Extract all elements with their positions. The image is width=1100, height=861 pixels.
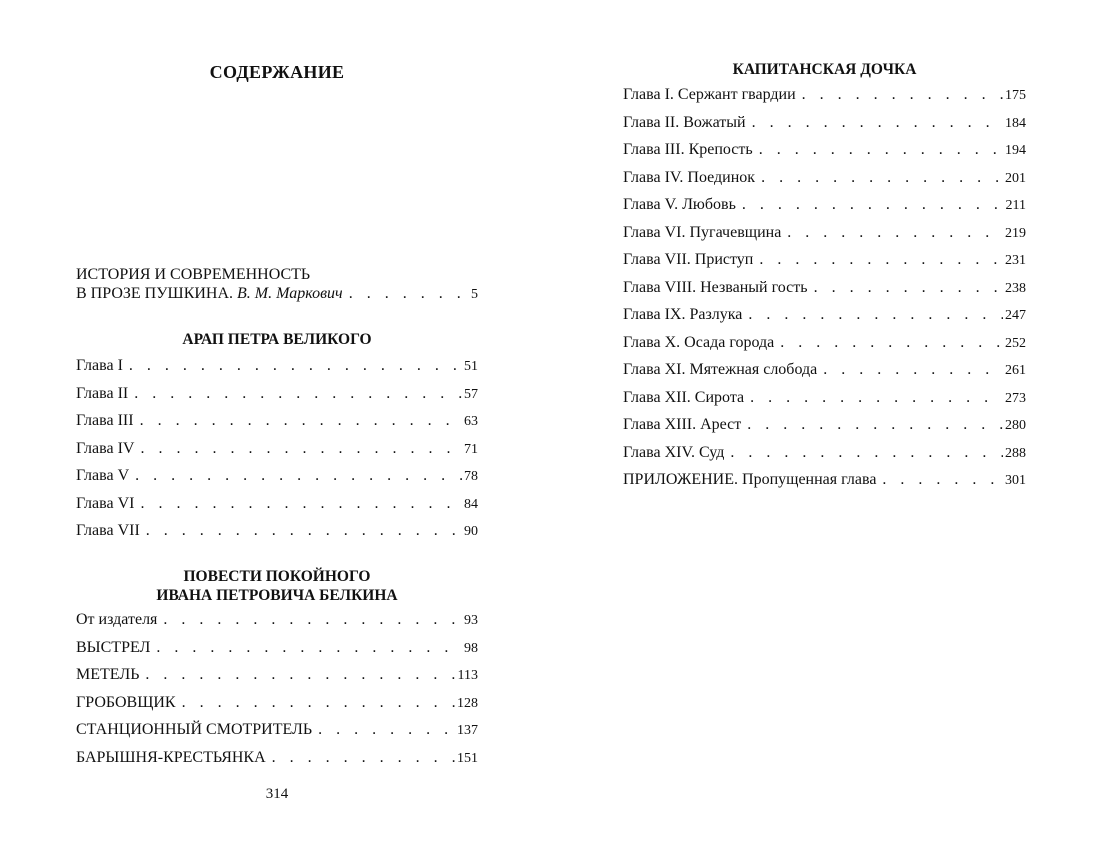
leader-dots bbox=[182, 689, 455, 717]
leader-dots bbox=[272, 744, 455, 772]
page-ref: 184 bbox=[1005, 115, 1026, 131]
toc-entry bbox=[76, 689, 478, 717]
page-ref: 238 bbox=[1005, 280, 1026, 296]
entry-title: Глава IV bbox=[76, 439, 135, 457]
leader-dots bbox=[140, 407, 462, 435]
belkin-story-list bbox=[76, 606, 478, 771]
page-ref: 280 bbox=[1005, 418, 1026, 433]
leader-dots bbox=[747, 411, 1003, 439]
entry-title: ГРОБОВЩИК bbox=[76, 693, 176, 711]
entry-title: МЕТЕЛЬ bbox=[76, 666, 140, 683]
toc-entry bbox=[623, 384, 1026, 412]
toc-entry bbox=[623, 301, 1026, 329]
entry-title: СТАНЦИОННЫЙ СМОТРИТЕЛЬ bbox=[76, 721, 313, 738]
intro-title-line1: ИСТОРИЯ И СОВРЕМЕННОСТЬ bbox=[76, 266, 311, 283]
page-ref: 57 bbox=[464, 386, 478, 402]
toc-entry bbox=[623, 439, 1026, 467]
leader-dots bbox=[761, 164, 1003, 192]
toc-entry bbox=[76, 716, 478, 744]
leader-dots bbox=[156, 634, 462, 662]
leader-dots bbox=[802, 81, 1003, 109]
leader-dots bbox=[759, 136, 1003, 164]
toc-entry bbox=[623, 246, 1026, 274]
toc-entry bbox=[623, 356, 1026, 384]
entry-title: Глава IX. Разлука bbox=[623, 306, 743, 323]
entry-title: ВЫСТРЕЛ bbox=[76, 638, 151, 656]
page-ref: 63 bbox=[464, 414, 478, 429]
page-ref: 151 bbox=[457, 750, 478, 766]
entry-title: Глава II. Вожатый bbox=[623, 113, 746, 131]
heading-line: ПОВЕСТИ ПОКОЙНОГО bbox=[183, 568, 371, 585]
page-ref: 175 bbox=[1005, 88, 1026, 103]
intro-title-line2-row bbox=[76, 284, 478, 303]
leader-dots bbox=[787, 219, 1003, 247]
toc-entry bbox=[76, 517, 478, 545]
toc-entry bbox=[76, 490, 478, 518]
toc-title: СОДЕРЖАНИЕ bbox=[209, 62, 345, 82]
leader-dots bbox=[748, 301, 1003, 329]
page-ref: 71 bbox=[464, 441, 478, 457]
leader-dots bbox=[318, 716, 455, 744]
toc-entry bbox=[76, 462, 478, 490]
page-ref: 261 bbox=[1005, 363, 1026, 378]
leader-dots bbox=[742, 191, 1004, 219]
leader-dots bbox=[135, 462, 462, 490]
entry-title: БАРЫШНЯ-КРЕСТЬЯНКА bbox=[76, 748, 266, 766]
toc-entry bbox=[623, 109, 1026, 137]
toc-entry bbox=[76, 407, 478, 435]
page-ref: 98 bbox=[464, 640, 478, 656]
section-heading-kapitanskaya: КАПИТАНСКАЯ ДОЧКА bbox=[732, 61, 917, 78]
page-ref: 51 bbox=[464, 359, 478, 374]
page-ref: 201 bbox=[1005, 170, 1026, 186]
toc-entry bbox=[76, 744, 478, 772]
page-ref: 93 bbox=[464, 613, 478, 628]
leader-dots bbox=[814, 274, 1003, 302]
leader-dots bbox=[140, 435, 462, 463]
leader-dots bbox=[750, 384, 1003, 412]
page-ref: 78 bbox=[464, 469, 478, 484]
leader-dots bbox=[730, 439, 1003, 467]
page-number: 314 bbox=[265, 786, 289, 802]
section-heading-arap: АРАП ПЕТРА ВЕЛИКОГО bbox=[182, 331, 372, 348]
arap-chapter-list bbox=[76, 352, 478, 545]
entry-title: Глава IV. Поединок bbox=[623, 168, 756, 186]
leader-dots bbox=[349, 284, 462, 303]
leader-dots bbox=[759, 246, 1003, 274]
page-ref: 301 bbox=[1005, 473, 1026, 488]
page-ref: 288 bbox=[1005, 445, 1026, 461]
intro-title-line2: В ПРОЗЕ ПУШКИНА. В. М. Маркович bbox=[76, 285, 343, 302]
leader-dots bbox=[780, 329, 1003, 357]
leader-dots bbox=[140, 490, 462, 518]
page-ref: 128 bbox=[457, 695, 478, 711]
entry-title: От издателя bbox=[76, 611, 158, 628]
page-ref: 194 bbox=[1005, 143, 1026, 158]
toc-entry bbox=[623, 411, 1026, 439]
leader-dots bbox=[163, 606, 462, 634]
toc-entry bbox=[623, 274, 1026, 302]
toc-entry bbox=[623, 164, 1026, 192]
intro-author: В. М. Маркович bbox=[237, 285, 343, 302]
page-ref: 247 bbox=[1005, 308, 1026, 323]
entry-title: Глава VII bbox=[76, 522, 140, 539]
leader-dots bbox=[882, 466, 1003, 494]
toc-entry bbox=[623, 219, 1026, 247]
kapitanskaya-chapter-list bbox=[623, 81, 1026, 494]
leader-dots bbox=[145, 661, 455, 689]
toc-entry bbox=[76, 435, 478, 463]
page-ref: 231 bbox=[1005, 253, 1026, 268]
entry-title: Глава XIV. Суд bbox=[623, 443, 725, 461]
entry-title: Глава II bbox=[76, 384, 129, 402]
entry-title: Глава V bbox=[76, 467, 130, 484]
toc-entry bbox=[623, 329, 1026, 357]
entry-title: Глава XIII. Арест bbox=[623, 416, 742, 433]
leader-dots bbox=[129, 352, 462, 380]
entry-title: Глава I. Сержант гвардии bbox=[623, 86, 796, 103]
entry-title: Глава VIII. Незваный гость bbox=[623, 278, 808, 296]
page-ref: 219 bbox=[1005, 225, 1026, 241]
toc-entry bbox=[76, 634, 478, 662]
toc-entry bbox=[76, 606, 478, 634]
toc-entry bbox=[76, 380, 478, 408]
leader-dots bbox=[752, 109, 1003, 137]
entry-title: Глава VII. Приступ bbox=[623, 251, 754, 268]
section-heading-belkin bbox=[76, 567, 478, 605]
toc-entry bbox=[76, 352, 478, 380]
entry-title: Глава III bbox=[76, 412, 134, 429]
toc-entry bbox=[623, 466, 1026, 494]
entry-title: Глава VI. Пугачевщина bbox=[623, 223, 782, 241]
leader-dots bbox=[134, 380, 462, 408]
entry-title: Глава VI bbox=[76, 494, 135, 512]
page-ref: 211 bbox=[1005, 198, 1026, 213]
right-page bbox=[623, 0, 1026, 861]
page-ref: 5 bbox=[471, 287, 478, 302]
leader-dots bbox=[823, 356, 1003, 384]
heading-line: ИВАНА ПЕТРОВИЧА БЕЛКИНА bbox=[156, 587, 398, 604]
page-ref: 84 bbox=[464, 496, 478, 512]
toc-entry bbox=[623, 81, 1026, 109]
left-page bbox=[76, 0, 478, 861]
intro-entry bbox=[76, 265, 478, 303]
entry-title: Глава I bbox=[76, 357, 123, 374]
entry-title: ПРИЛОЖЕНИЕ. Пропущенная глава bbox=[623, 471, 877, 488]
entry-title: Глава III. Крепость bbox=[623, 141, 753, 158]
page-ref: 273 bbox=[1005, 390, 1026, 406]
entry-title: Глава XI. Мятежная слобода bbox=[623, 361, 818, 378]
leader-dots bbox=[146, 517, 462, 545]
page-ref: 90 bbox=[464, 524, 478, 539]
entry-title: Глава X. Осада города bbox=[623, 333, 775, 351]
toc-entry bbox=[623, 191, 1026, 219]
page-ref: 113 bbox=[457, 668, 478, 683]
entry-title: Глава V. Любовь bbox=[623, 196, 736, 213]
toc-entry bbox=[76, 661, 478, 689]
entry-title: Глава XII. Сирота bbox=[623, 388, 745, 406]
page-ref: 252 bbox=[1005, 335, 1026, 351]
page-ref: 137 bbox=[457, 723, 478, 738]
toc-entry bbox=[623, 136, 1026, 164]
